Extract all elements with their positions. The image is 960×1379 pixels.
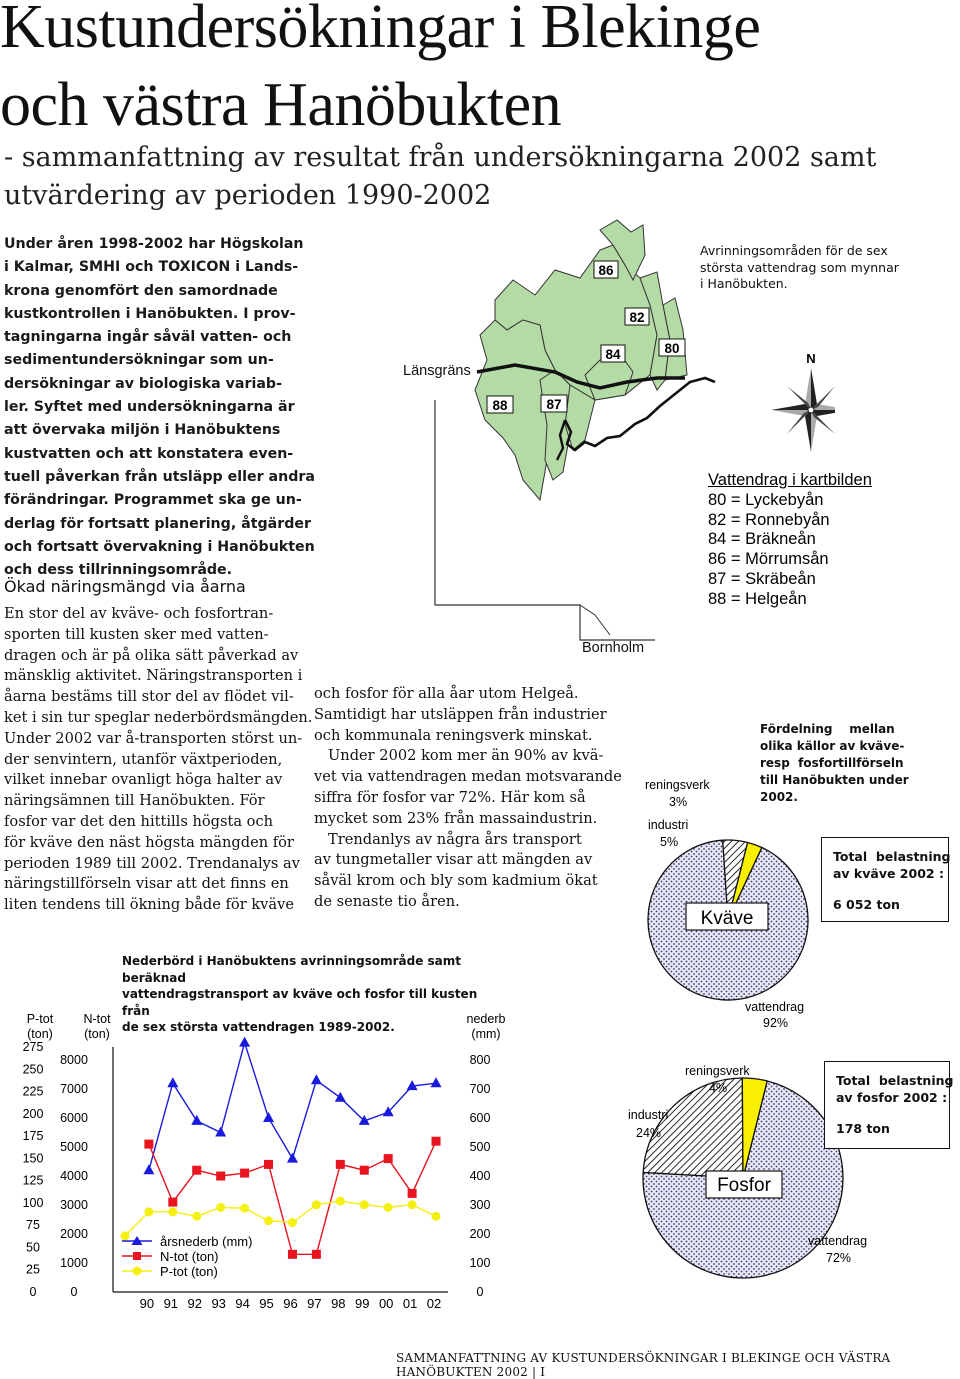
pie-n-label-reningsverk: reningsverk [645, 778, 710, 792]
pie-p-label-vattendrag: vattendrag [808, 1234, 868, 1248]
ptot-axis-unit: (ton) [27, 1027, 53, 1041]
x-tick-label: 95 [259, 1296, 274, 1311]
page-footer: SAMMANFATTNING AV KUSTUNDERSÖKNINGAR I BLEKINGE OCH VÄSTRA HANÖBUKTEN 2002 | I [396, 1351, 891, 1379]
ptot-tick-label: 100 [22, 1195, 44, 1210]
body-line: En stor del av kväve- och fosfortran- [4, 605, 274, 622]
body-line: åarna bestäms till stor del av flödet vil- [4, 688, 294, 706]
pie-p-pct-vattendrag: 72% [826, 1251, 852, 1265]
body-line: Under 2002 kom mer än 90% av kvä- [328, 747, 604, 765]
data-point-square [192, 1166, 201, 1175]
nitrogen-total-label: av kväve 2002 : [833, 866, 944, 881]
distribution-caption-line: Fördelning mellan [760, 722, 895, 736]
ptot-tick-label: 225 [22, 1084, 44, 1099]
lansgrans-label: Länsgräns [403, 363, 471, 379]
phosphorus-total-label: Total belastning [836, 1073, 954, 1088]
data-point-circle [336, 1197, 345, 1206]
basin-label-87: 87 [546, 397, 562, 412]
nederb-tick-label: 600 [469, 1111, 491, 1125]
x-tick-label: 01 [402, 1296, 418, 1311]
legend-marker-square [133, 1252, 141, 1260]
compass-rose-icon [771, 368, 835, 452]
river-legend-item: 87 = Skräbeån [708, 569, 816, 588]
pie-p-pct-reningsverk: 4% [709, 1081, 728, 1095]
body-line: av tungmetaller visar att mängden av [314, 851, 593, 869]
phosphorus-total-label: av fosfor 2002 : [836, 1090, 948, 1105]
phosphorus-total-value: 178 ton [836, 1121, 890, 1136]
data-point-circle [432, 1212, 441, 1221]
ntot-tick-label: 3000 [60, 1198, 88, 1212]
intro-line: Under åren 1998-2002 har Högskolan [4, 236, 304, 252]
ptot-tick-label: 25 [26, 1262, 40, 1277]
ptot-tick-label: 50 [26, 1240, 40, 1255]
data-point-circle [288, 1218, 297, 1227]
legend-marker-circle [133, 1267, 142, 1276]
data-point-circle [312, 1200, 321, 1209]
body-column-1 [4, 604, 313, 916]
intro-line: tagningarna ingår såväl vatten- och [4, 329, 292, 346]
subtitle-line-1: - sammanfattning av resultat från undersökningarna 2002 samt [4, 142, 877, 173]
river-legend [708, 471, 872, 610]
nederb-tick-label: 100 [469, 1256, 491, 1270]
x-tick-label: 91 [163, 1296, 179, 1311]
pie-n-name: Kväve [700, 908, 754, 929]
nitrogen-total-label: Total belastning [833, 849, 951, 864]
data-point-triangle [311, 1074, 322, 1084]
body-line: sporten till kusten sker med vatten- [4, 625, 269, 643]
chart-legend [122, 1234, 252, 1279]
data-point-circle [360, 1200, 369, 1209]
distribution-caption-line: till Hanöbukten under [760, 773, 909, 787]
data-point-triangle [287, 1153, 298, 1163]
x-tick-label: 98 [331, 1296, 346, 1311]
data-point-triangle [263, 1112, 274, 1122]
pie-n-pct-industri: 5% [660, 835, 679, 849]
chart-series [120, 1037, 441, 1259]
catchment-areas [475, 220, 687, 500]
body-line: näringsämnen till Hanöbukten. För [4, 792, 265, 810]
map-caption-line: i Hanöbukten. [700, 276, 788, 291]
river-legend-item: 80 = Lyckebyån [708, 490, 824, 509]
data-point-square [216, 1172, 225, 1181]
nederb-tick-label: 800 [469, 1053, 491, 1067]
body-line: Samtidigt har utsläppen från industrier [314, 705, 607, 723]
data-point-square [336, 1160, 345, 1169]
subtitle-line-2: utvärdering av perioden 1990-2002 [4, 180, 492, 211]
body-column-2 [314, 684, 622, 913]
data-point-circle [240, 1204, 249, 1213]
intro-line: och fortsatt övervakning i Hanöbukten [4, 538, 315, 555]
ptot-tick-label: 275 [22, 1040, 44, 1054]
data-point-circle [264, 1216, 273, 1225]
data-point-circle [408, 1200, 417, 1209]
intro-line: och dess tillrinningsområde. [4, 562, 233, 579]
ntot-tick-label: 2000 [60, 1227, 88, 1241]
body-line: Trendanlys av några års transport [328, 830, 582, 848]
intro-paragraph [4, 233, 315, 582]
nederb-axis-unit: (mm) [471, 1027, 501, 1041]
body-line: de senaste tio åren. [314, 892, 460, 910]
intro-line: sedimentundersökningar som un- [4, 352, 274, 369]
ntot-tick-label: 7000 [60, 1082, 88, 1096]
data-point-circle [120, 1231, 129, 1240]
intro-line: derlag för fortsatt planering, åtgärder [4, 515, 311, 532]
body-line: och fosfor för alla åar utom Helgeå. [314, 685, 579, 702]
north-label: N [806, 351, 816, 366]
legend-label-ptot: P-tot (ton) [160, 1264, 218, 1279]
line-chart-caption-line: vattendragstransport av kväve och fosfor till kusten från [122, 987, 478, 1018]
line-chart [0, 1005, 560, 1325]
x-tick-label: 96 [283, 1296, 298, 1311]
distribution-caption-line: 2002. [760, 790, 798, 804]
data-point-square [360, 1166, 369, 1175]
data-point-square [408, 1189, 417, 1198]
body-line: näringstillförseln visar att det finns en [4, 875, 289, 893]
distribution-caption-line: resp fosfortillförseln [760, 756, 904, 770]
line-chart-caption-line: de sex största vattendragen 1989-2002. [122, 1020, 395, 1034]
ntot-tick-label: 8000 [60, 1053, 88, 1067]
x-tick-label: 99 [355, 1296, 370, 1311]
ptot-tick-label: 200 [22, 1106, 44, 1121]
x-tick-label: 92 [187, 1296, 202, 1311]
section-heading: Ökad näringsmängd via åarna [4, 577, 246, 596]
pie-p-name: Fosfor [717, 1175, 771, 1196]
ptot-tick-label: 0 [29, 1285, 37, 1299]
ptot-tick-label: 150 [22, 1151, 44, 1166]
body-line: fosfor var det den hittills högsta och [4, 812, 274, 830]
body-line: der senvintern, utanför växtperioden, [4, 750, 283, 768]
intro-line: ler. Syftet med undersökningarna är [4, 399, 295, 416]
title-line-1: Kustundersökningar i Blekinge [0, 0, 761, 61]
basin-label-84: 84 [605, 347, 621, 362]
map-caption-line: Avrinningsområden för de sex [700, 243, 888, 258]
data-point-square [432, 1137, 441, 1146]
data-point-triangle [191, 1115, 202, 1125]
data-point-triangle [215, 1127, 226, 1137]
legend-label-ntot: N-tot (ton) [160, 1249, 219, 1264]
ntot-tick-label: 1000 [60, 1256, 88, 1270]
data-point-circle [192, 1212, 201, 1221]
nitrogen-total-value: 6 052 ton [833, 897, 900, 912]
pie-p-pct-vattendrag-top: 92% [763, 1016, 789, 1030]
data-point-circle [168, 1207, 177, 1216]
body-line: vet via vattendragen medan motsvarande [314, 768, 622, 786]
bornholm-outline [580, 605, 610, 635]
ptot-tick-label: 125 [22, 1173, 44, 1188]
distribution-caption-line: olika källor av kväve- [760, 739, 905, 753]
data-point-circle [384, 1203, 393, 1212]
line-chart-caption-line: Nederbörd i Hanöbuktens avrinningsområde samt beräknad [122, 954, 461, 985]
nederb-tick-label: 0 [476, 1285, 484, 1299]
body-line: Under 2002 var å-transporten störst un- [4, 729, 303, 747]
data-point-triangle [143, 1164, 154, 1174]
data-point-square [144, 1140, 153, 1149]
page-title [0, 0, 760, 140]
nederb-axis-title: nederb [466, 1012, 506, 1026]
title-line-2: och västra Hanöbukten [0, 71, 562, 139]
ntot-axis-title: N-tot [83, 1012, 111, 1026]
legend-label-nederb: årsnederb (mm) [160, 1234, 253, 1249]
x-tick-label: 02 [426, 1296, 442, 1311]
data-point-square [384, 1154, 393, 1163]
data-point-circle [216, 1203, 225, 1212]
data-point-square [168, 1198, 177, 1207]
intro-line: dersökningar av biologiska variab- [4, 375, 282, 392]
intro-line: i Kalmar, SMHI och TOXICON i Lands- [4, 259, 299, 276]
data-point-triangle [335, 1092, 346, 1102]
nederb-tick-label: 300 [469, 1198, 491, 1212]
ptot-tick-label: 175 [22, 1129, 44, 1144]
pie-n-label-industri: industri [648, 818, 689, 832]
pie-p-label-industri: industri [628, 1108, 669, 1122]
pie-p-pct-industri: 24% [636, 1126, 662, 1140]
river-legend-item: 86 = Mörrumsån [708, 550, 829, 569]
bornholm-label: Bornholm [582, 640, 645, 656]
river-legend-item: 82 = Ronnebyån [708, 510, 830, 529]
x-tick-label: 00 [378, 1296, 394, 1311]
nederb-tick-label: 700 [469, 1082, 491, 1096]
intro-line: att övervaka miljön i Hanöbuktens [4, 422, 281, 439]
ntot-axis-unit: (ton) [84, 1027, 110, 1041]
basin-label-82: 82 [629, 310, 645, 325]
body-line: och kommunala reningsverk minskat. [314, 726, 593, 744]
ntot-tick-label: 6000 [60, 1111, 88, 1125]
data-point-square [264, 1160, 273, 1169]
river-legend-item: 84 = Bräkneån [708, 530, 816, 549]
intro-line: krona genomfört den samordnade [4, 282, 278, 299]
nitrogen-total-box [821, 837, 949, 922]
body-line: vilket innebar ovanligt höga halter av [4, 771, 283, 789]
data-point-triangle [167, 1077, 178, 1087]
data-point-square [240, 1169, 249, 1178]
river-legend-item: 88 = Helgeån [708, 589, 807, 608]
ptot-tick-label: 75 [26, 1218, 40, 1233]
body-line: ket i sin tur speglar nederbördsmängden. [4, 708, 313, 726]
basin-label-80: 80 [664, 341, 680, 356]
basin-label-88: 88 [492, 398, 508, 413]
body-line: mycket som 23% från massaindustrin. [314, 809, 598, 827]
ntot-tick-label: 4000 [60, 1169, 88, 1183]
body-line: perioden 1989 till 2002. Trendanalys av [4, 854, 301, 872]
basin-label-86: 86 [598, 263, 614, 278]
ntot-tick-label: 5000 [60, 1140, 88, 1154]
intro-line: tuell påverkan från utsläpp eller andra [4, 468, 315, 485]
x-tick-label: 93 [211, 1296, 226, 1311]
data-point-circle [144, 1207, 153, 1216]
intro-line: kustvatten och att konstatera even- [4, 445, 294, 462]
ntot-tick-label: 0 [70, 1285, 78, 1299]
page-subtitle [4, 139, 876, 215]
map-caption [700, 243, 940, 293]
data-point-square [312, 1250, 321, 1259]
body-line: mänsklig aktivitet. Näringstransporten i [4, 667, 303, 685]
nederb-tick-label: 500 [469, 1140, 491, 1154]
body-line: siffra för fosfor var 72%. Här kom så [314, 788, 586, 806]
intro-line: förändringar. Programmet ska ge un- [4, 492, 302, 509]
body-line: dragen och är på olika sätt påverkad av [4, 646, 299, 664]
pie-n-pct-reningsverk: 3% [669, 795, 688, 809]
data-point-square [288, 1250, 297, 1259]
data-point-triangle [431, 1077, 442, 1087]
map-caption-line: största vattendrag som mynnar [700, 259, 899, 275]
pie-p-label-vattendrag-top: vattendrag [745, 1000, 805, 1014]
body-line: liten tendens till ökning både för kväve [4, 896, 294, 914]
nederb-tick-label: 200 [469, 1227, 491, 1241]
ptot-axis-title: P-tot [26, 1012, 54, 1026]
x-tick-label: 97 [307, 1296, 322, 1311]
series-line-triangle [149, 1043, 436, 1171]
body-line: såväl krom och bly som kadmium ökat [314, 872, 598, 890]
river-legend-title: Vattendrag i kartbilden [708, 471, 872, 489]
nederb-tick-label: 400 [469, 1169, 491, 1183]
pie-p-label-reningsverk: reningsverk [685, 1064, 750, 1078]
data-point-triangle [239, 1037, 250, 1047]
ptot-tick-label: 250 [22, 1062, 44, 1077]
x-tick-label: 94 [235, 1296, 250, 1311]
body-line: för kväve den näst högsta mängden för [4, 833, 294, 851]
x-tick-label: 90 [139, 1296, 155, 1311]
intro-line: kustkontrollen i Hanöbukten. I prov- [4, 305, 296, 322]
phosphorus-total-box [824, 1061, 954, 1149]
